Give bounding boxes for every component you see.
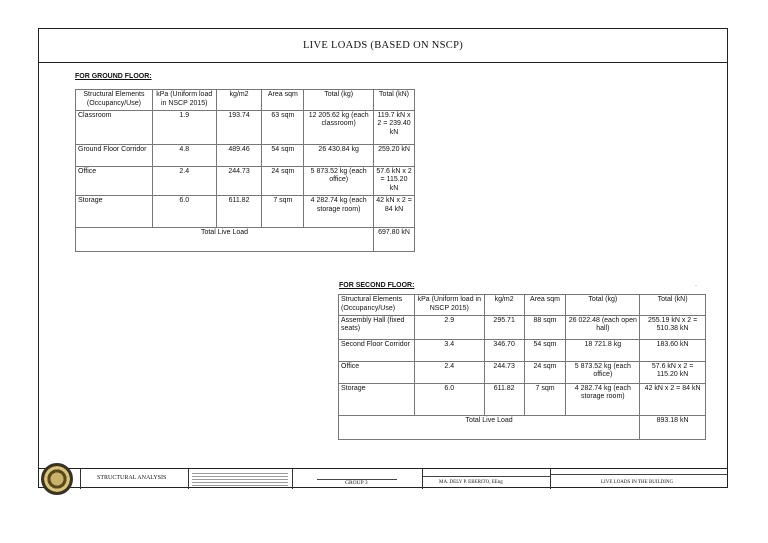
cell-total-kg: 5 873.52 kg (each office) xyxy=(566,361,640,383)
ground-floor-label: FOR GROUND FLOOR: xyxy=(75,73,152,80)
cell-area: 24 sqm xyxy=(524,361,566,383)
total-label: Total Live Load xyxy=(339,415,640,439)
title-block xyxy=(39,468,727,489)
sheet-title: LIVE LOADS IN THE BUILDING xyxy=(601,480,674,485)
cell-kpa: 4.8 xyxy=(152,144,216,166)
notes-lines xyxy=(192,471,288,486)
cell-total-kn: 119.7 kN x 2 = 239.40 kN xyxy=(374,110,415,144)
cell-area: 54 sqm xyxy=(262,144,304,166)
table-row xyxy=(76,110,415,144)
cell-element: Classroom xyxy=(76,110,153,144)
table-header-row xyxy=(339,295,706,316)
header-area: Area sqm xyxy=(524,295,566,316)
cell-total-kg: 12 205.62 kg (each classroom) xyxy=(304,110,374,144)
university-seal-icon xyxy=(41,463,73,495)
drawing-sheet xyxy=(38,28,728,488)
header-total-kg: Total (kg) xyxy=(566,295,640,316)
cell-element: Office xyxy=(339,361,415,383)
cell-total-kn: 57.6 kN x 2 = 115.20 kN xyxy=(640,361,706,383)
table-row xyxy=(339,361,706,383)
group-cell xyxy=(293,469,423,489)
course-cell xyxy=(81,469,189,489)
cell-kpa: 3.4 xyxy=(414,339,484,361)
cell-total-kn: 255.19 kN x 2 = 510.38 kN xyxy=(640,315,706,339)
header-kpa: kPa (Uniform load in NSCP 2015) xyxy=(152,90,216,111)
cell-kgm2: 489.46 xyxy=(216,144,262,166)
cell-total-kn: 42 kN x 2 = 84 kN xyxy=(640,383,706,415)
header-total-kn: Total (kN) xyxy=(640,295,706,316)
cell-total-kn: 183.60 kN xyxy=(640,339,706,361)
header-kgm2: kg/m2 xyxy=(484,295,524,316)
header-element: Structural Elements (Occupancy/Use) xyxy=(339,295,415,316)
total-value: 697.80 kN xyxy=(374,227,415,251)
instructor-name: MA. DELY P. EBERITO, EEng xyxy=(439,480,503,485)
instructor-cell xyxy=(423,469,551,489)
cell-total-kg: 26 022.48 (each open hall) xyxy=(566,315,640,339)
second-floor-label: FOR SECOND FLOOR: xyxy=(339,282,415,289)
cell-element: Storage xyxy=(76,195,153,227)
cell-element: Storage xyxy=(339,383,415,415)
cell-kgm2: 346.70 xyxy=(484,339,524,361)
cell-element: Assembly Hall (fixed seats) xyxy=(339,315,415,339)
seal-cell xyxy=(39,469,81,489)
cell-kgm2: 611.82 xyxy=(484,383,524,415)
cell-kpa: 6.0 xyxy=(414,383,484,415)
table-row xyxy=(339,339,706,361)
cell-total-kg: 5 873.52 kg (each office) xyxy=(304,166,374,195)
ground-floor-table xyxy=(75,89,415,252)
cell-area: 88 sqm xyxy=(524,315,566,339)
header-total-kn: Total (kN) xyxy=(374,90,415,111)
sheet-title-cell xyxy=(551,469,727,489)
cell-kpa: 6.0 xyxy=(152,195,216,227)
cell-total-kn: 42 kN x 2 = 84 kN xyxy=(374,195,415,227)
page-title: LIVE LOADS (BASED ON NSCP) xyxy=(39,29,727,63)
header-total-kg: Total (kg) xyxy=(304,90,374,111)
cell-area: 7 sqm xyxy=(524,383,566,415)
table-row xyxy=(76,144,415,166)
table-row xyxy=(339,383,706,415)
cell-kpa: 1.9 xyxy=(152,110,216,144)
table-header-row xyxy=(76,90,415,111)
cell-kpa: 2.4 xyxy=(152,166,216,195)
cell-area: 7 sqm xyxy=(262,195,304,227)
cell-kpa: 2.4 xyxy=(414,361,484,383)
cell-area: 54 sqm xyxy=(524,339,566,361)
total-row xyxy=(76,227,415,251)
header-area: Area sqm xyxy=(262,90,304,111)
second-floor-table xyxy=(338,294,706,440)
cell-total-kg: 26 430.84 kg xyxy=(304,144,374,166)
cell-total-kg: 4 282.74 kg (each storage room) xyxy=(304,195,374,227)
cell-total-kn: 57.6 kN x 2 = 115.20 kN xyxy=(374,166,415,195)
table-row xyxy=(339,315,706,339)
header-kpa: kPa (Uniform load in NSCP 2015) xyxy=(414,295,484,316)
header-kgm2: kg/m2 xyxy=(216,90,262,111)
cell-total-kg: 18 721.8 kg xyxy=(566,339,640,361)
cell-kgm2: 244.73 xyxy=(216,166,262,195)
cell-element: Office xyxy=(76,166,153,195)
total-label: Total Live Load xyxy=(76,227,374,251)
header-element: Structural Elements (Occupancy/Use) xyxy=(76,90,153,111)
total-value: 893.18 kN xyxy=(640,415,706,439)
cell-kgm2: 611.82 xyxy=(216,195,262,227)
total-row xyxy=(339,415,706,439)
cell-element: Second Floor Corridor xyxy=(339,339,415,361)
cell-kpa: 2.9 xyxy=(414,315,484,339)
notes-cell xyxy=(189,469,293,489)
table-row xyxy=(76,195,415,227)
cell-kgm2: 295.71 xyxy=(484,315,524,339)
cell-area: 24 sqm xyxy=(262,166,304,195)
table-row xyxy=(76,166,415,195)
cell-kgm2: 193.74 xyxy=(216,110,262,144)
course-name: STRUCTURAL ANALYSIS xyxy=(97,475,167,481)
stray-mark: · xyxy=(695,283,697,289)
cell-kgm2: 244.73 xyxy=(484,361,524,383)
cell-total-kg: 4 282.74 kg (each storage room) xyxy=(566,383,640,415)
group-name: GROUP 3 xyxy=(345,480,368,486)
cell-area: 63 sqm xyxy=(262,110,304,144)
cell-element: Ground Floor Corridor xyxy=(76,144,153,166)
cell-total-kn: 259.20 kN xyxy=(374,144,415,166)
